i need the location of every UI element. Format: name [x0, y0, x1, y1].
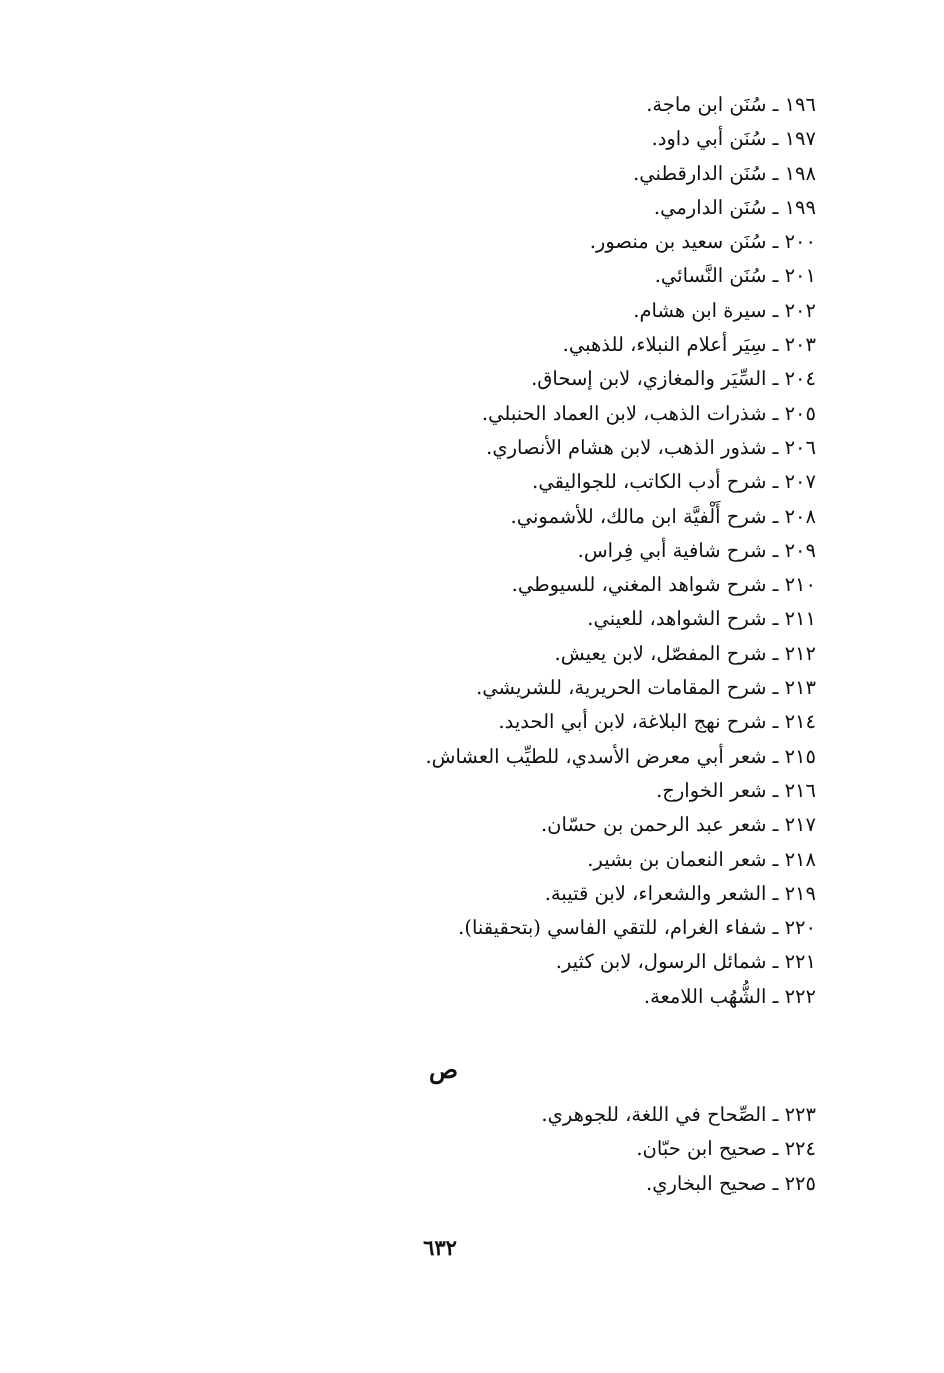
page-number: ٦٣٢: [423, 1235, 457, 1260]
bibliography-list: [425, 88, 816, 1014]
bibliography-entry: ٢١٨ ـ شعر النعمان بن بشير.: [587, 847, 816, 871]
bibliography-list-section-sad: [541, 1098, 816, 1201]
bibliography-entry: ٢٠٧ ـ شرح أدب الكاتب، للجواليقي.: [532, 470, 816, 494]
bibliography-entry: ٢٢٥ ـ صحيح البخاري.: [646, 1171, 816, 1195]
bibliography-entry: ٢٢٠ ـ شفاء الغرام، للتقي الفاسي (بتحقيقنا).: [458, 916, 816, 940]
bibliography-entry: ٢١١ ـ شرح الشواهد، للعيني.: [587, 607, 816, 631]
bibliography-entry: ١٩٦ ـ سُنَن ابن ماجة.: [646, 93, 816, 116]
bibliography-entry: ٢١٢ ـ شرح المفصّل، لابن يعيش.: [554, 641, 816, 665]
bibliography-entry: ٢٠٢ ـ سيرة ابن هشام.: [633, 298, 816, 322]
bibliography-entry: ٢٠٤ ـ السِّيَر والمغازي، لابن إسحاق.: [531, 367, 816, 391]
bibliography-entry: ٢١٦ ـ شعر الخوارج.: [656, 778, 816, 802]
bibliography-entry: ٢٠٠ ـ سُنَن سعيد بن منصور.: [589, 230, 816, 254]
bibliography-entry: ٢١٩ ـ الشعر والشعراء، لابن قتيبة.: [544, 881, 816, 905]
bibliography-entry: ٢٢١ ـ شمائل الرسول، لابن كثير.: [555, 950, 816, 974]
bibliography-entry: ٢١٣ ـ شرح المقامات الحريرية، للشريشي.: [476, 676, 816, 700]
section-heading: ص: [428, 1055, 458, 1084]
bibliography-entry: ٢٠٩ ـ شرح شافية أبي فِراس.: [577, 538, 816, 562]
bibliography-entry: ٢١٠ ـ شرح شواهد المغني، للسيوطي.: [511, 573, 816, 597]
bibliography-entry: ٢١٥ ـ شعر أبي معرض الأسدي، للطيِّب العشاش.: [425, 744, 816, 768]
bibliography-entry: ٢١٧ ـ شعر عبد الرحمن بن حسّان.: [540, 813, 816, 837]
bibliography-entry: ٢٢٢ ـ الشُّهُب اللامعة.: [643, 984, 816, 1008]
bibliography-entry: ٢٠٦ ـ شذور الذهب، لابن هشام الأنصاري.: [486, 435, 816, 459]
bibliography-entry: ٢١٤ ـ شرح نهج البلاغة، لابن أبي الحديد.: [498, 710, 816, 734]
bibliography-entry: ١٩٨ ـ سُنَن الدارقطني.: [633, 161, 816, 185]
bibliography-entry: ٢٠٣ ـ سِيَر أعلام النبلاء، للذهبي.: [562, 333, 816, 357]
bibliography-entry: ٢٠٥ ـ شذرات الذهب، لابن العماد الحنبلي.: [481, 401, 816, 425]
bibliography-entry: ٢٢٣ ـ الصِّحاح في اللغة، للجوهري.: [541, 1103, 816, 1126]
bibliography-entry: ١٩٧ ـ سُنَن أبي داود.: [651, 127, 816, 151]
bibliography-entry: ٢٠٨ ـ شرح أَلْفيَّة ابن مالك، للأشموني.: [510, 504, 816, 528]
bibliography-entry: ٢٠١ ـ سُنَن النَّسائي.: [654, 264, 816, 288]
bibliography-entry: ١٩٩ ـ سُنَن الدارمي.: [653, 195, 816, 219]
bibliography-entry: ٢٢٤ ـ صحيح ابن حبّان.: [636, 1137, 816, 1161]
